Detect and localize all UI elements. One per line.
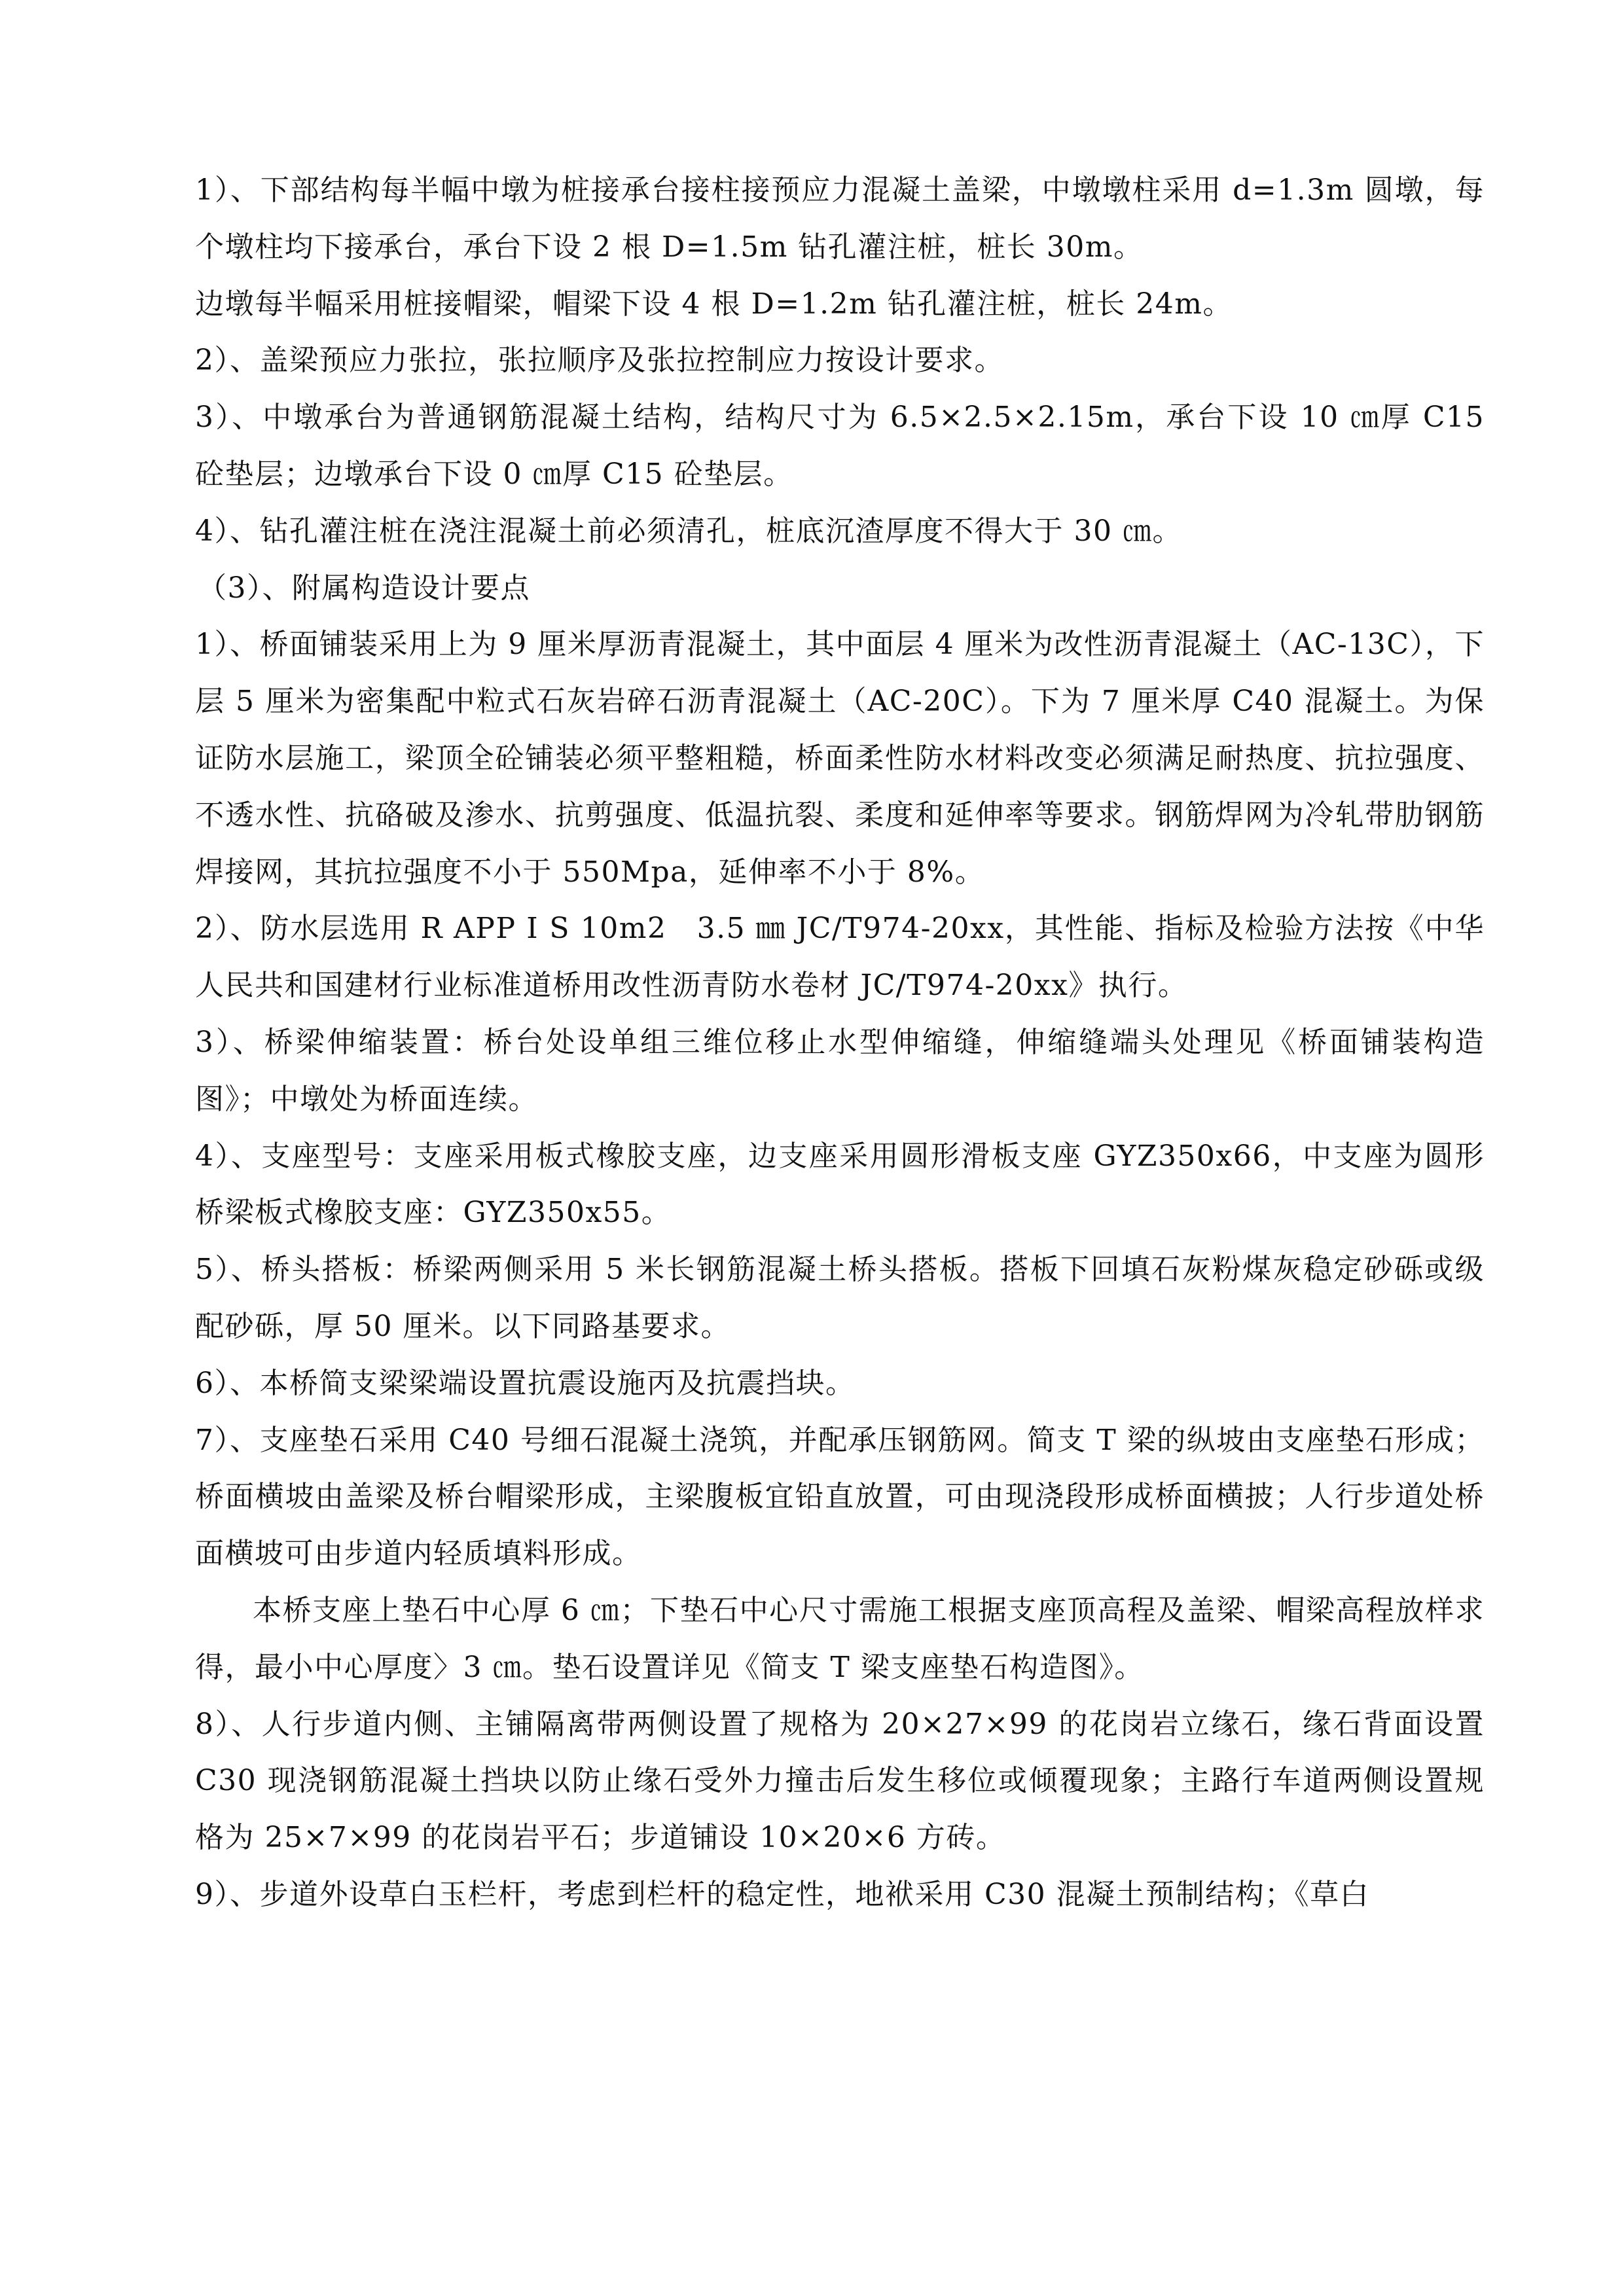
paragraph-ancillary-9: 9）、步道外设草白玉栏杆，考虑到栏杆的稳定性，地袱采用 C30 混凝土预制结构；《草白 <box>195 1877 1370 1911</box>
paragraph-substructure-1: 1）、下部结构每半幅中墩为桩接承台接柱接预应力混凝土盖梁，中墩墩柱采用 d=1.3m 圆墩，每个墩柱均下接承台，承台下设 2 根 D=1.5m 钻孔灌注桩，桩长 30m。 <box>195 173 1485 264</box>
paragraph-ancillary-1: 1）、桥面铺装采用上为 9 厘米厚沥青混凝土，其中面层 4 厘米为改性沥青混凝土（AC-13C），下层 5 厘米为密集配中粒式石灰岩碎石沥青混凝土（AC-20C）。下为 7 厘米厚 C40 混凝土。为保证防水层施工，梁顶全砼铺装必须平整粗糙，桥面柔性防水材料改变必须满足耐热度、抗拉强度、不透水性、抗硌破及渗水、抗剪强度、低温抗裂、柔度和延伸率等要求。钢筋焊网为冷轧带肋钢筋焊接网，其抗拉强度不小于 550Mpa，延伸率不小于 8%。 <box>195 628 1485 889</box>
paragraph-ancillary-6: 6）、本桥简支梁梁端设置抗震设施丙及抗震挡块。 <box>195 1366 856 1400</box>
paragraph-ancillary-5: 5）、桥头搭板：桥梁两侧采用 5 米长钢筋混凝土桥头搭板。搭板下回填石灰粉煤灰稳定砂砾或级配砂砾，厚 50 厘米。以下同路基要求。 <box>195 1253 1485 1343</box>
paragraph-ancillary-4: 4）、支座型号：支座采用板式橡胶支座，边支座采用圆形滑板支座 GYZ350x66，中支座为圆形桥梁板式橡胶支座：GYZ350x55。 <box>195 1139 1485 1230</box>
paragraph-ancillary-8: 8）、人行步道内侧、主铺隔离带两侧设置了规格为 20×27×99 的花岗岩立缘石，缘石背面设置 C30 现浇钢筋混凝土挡块以防止缘石受外力撞击后发生移位或倾覆现象；主路行车道两侧设置规格为 25×7×99 的花岗岩平石；步道铺设 10×20×6 方砖。 <box>195 1707 1485 1855</box>
paragraph-substructure-2: 2）、盖梁预应力张拉，张拉顺序及张拉控制应力按设计要求。 <box>195 344 1004 378</box>
paragraph-ancillary-3: 3）、桥梁伸缩装置：桥台处设单组三维位移止水型伸缩缝，伸缩缝端头处理见《桥面铺装构造图》；中墩处为桥面连续。 <box>195 1025 1485 1116</box>
paragraph-ancillary-7: 7）、支座垫石采用 C40 号细石混凝土浇筑，并配承压钢筋网。简支 T 梁的纵坡由支座垫石形成；桥面横坡由盖梁及桥台帽梁形成，主梁腹板宜铅直放置，可由现浇段形成桥面横披；人行步道处桥面横坡可由步道内轻质填料形成。 <box>195 1423 1485 1571</box>
paragraph-ancillary-2: 2）、防水层选用 R APP Ⅰ S 10m2 3.5 ㎜ JC/T974-20xx，其性能、指标及检验方法按《中华人民共和国建材行业标准道桥用改性沥青防水卷材 JC/T974-20xx》执行。 <box>195 912 1485 1003</box>
section-heading-ancillary: （3）、附属构造设计要点 <box>198 571 530 605</box>
paragraph-substructure-4: 4）、钻孔灌注桩在浇注混凝土前必须清孔，桩底沉渣厚度不得大于 30 ㎝。 <box>195 514 1182 548</box>
paragraph-bearing-pad-note: 本桥支座上垫石中心厚 6 ㎝；下垫石中心尺寸需施工根据支座顶高程及盖梁、帽梁高程放样求得，最小中心厚度〉3 ㎝。垫石设置详见《简支 T 梁支座垫石构造图》。 <box>195 1593 1485 1684</box>
paragraph-substructure-edge-pier: 边墩每半幅采用桩接帽梁，帽梁下设 4 根 D=1.2m 钻孔灌注桩，桩长 24m。 <box>195 287 1233 321</box>
paragraph-substructure-3: 3）、中墩承台为普通钢筋混凝土结构，结构尺寸为 6.5×2.5×2.15m，承台下设 10 ㎝厚 C15 砼垫层；边墩承台下设 0 ㎝厚 C15 砼垫层。 <box>195 401 1485 491</box>
document-body <box>195 162 1485 1924</box>
